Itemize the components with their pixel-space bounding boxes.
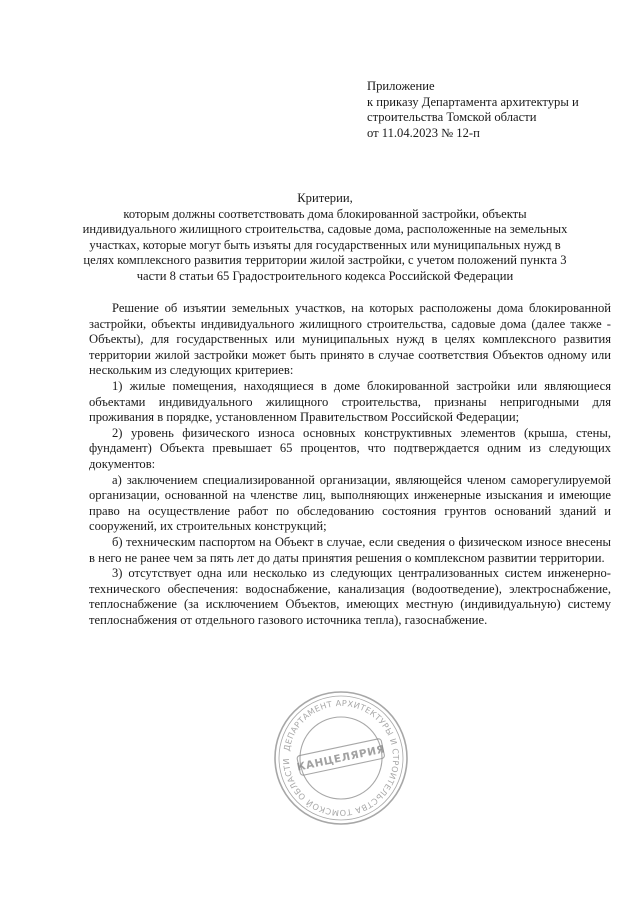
stamp-seal [272, 689, 410, 827]
criterion-1: 1) жилые помещения, находящиеся в доме блокированной застройки или являющиеся объектами индивидуального жилищного строительства, признаны непригодными для проживания в порядке, установленном Правительством Российской Федерации; [89, 378, 611, 425]
paragraph-intro: Решение об изъятии земельных участков, на которых расположены дома блокированной застройки, объекты индивидуального жилищного строительства, садовые дома (далее также - Объекты), для государственных или муниципальных нужд в целях комплексного развития территории жилой застройки может быть принято в случае соответствия Объектов одному или нескольким из следующих критериев: [89, 301, 611, 378]
appendix-line: от 11.04.2023 № 12-п [367, 125, 480, 140]
appendix-line: строительства Томской области [367, 110, 537, 125]
stamp-outer-text: ДЕПАРТАМЕНТ АРХИТЕКТУРЫ И СТРОИТЕЛЬСТВА ТОМСКОЙ ОБЛАСТИ [280, 697, 402, 819]
stamp-center-group [295, 738, 387, 776]
title-heading: Критерии, [297, 191, 353, 205]
appendix-line: к приказу Департамента архитектуры и [367, 94, 579, 109]
criterion-2b: б) техническим паспортом на Объект в случае, если сведения о физическом износе внесены в него не ранее чем за пять лет до даты принятия решения о комплексном развитии территории. [89, 534, 611, 565]
criterion-2a: а) заключением специализированной организации, являющейся членом саморегулируемой организации, основанной на членстве лиц, выполняющих инженерные изыскания и имеющие право на осуществление работ по обследованию состояния грунтов оснований зданий и сооружений, их строительных конструкций; [89, 472, 611, 534]
appendix-header [367, 79, 629, 141]
criterion-3: 3) отсутствует одна или несколько из следующих централизованных систем инженерно-технического обеспечения: водоснабжение, канализация (водоотведение), электроснабжение, теплоснабжение (за исключением Объектов, имеющих местную (индивидуальную) систему теплоснабжения от отдельного газового источника тепла), газоснабжение. [89, 566, 611, 627]
appendix-line: Приложение [367, 79, 435, 93]
document-body [89, 301, 611, 628]
criterion-2: 2) уровень физического износа основных конструктивных элементов (крыша, стены, фундамент) Объекта превышает 65 процентов, что подтверждается одним из следующих документов: [89, 425, 611, 471]
document-title [80, 191, 570, 285]
title-subtitle: которым должны соответствовать дома блокированной застройки, объекты индивидуального жилищного строительства, садовые дома, расположенные на земельных участках, которые могут быть изъяты для государственных или муниципальных нужд в целях комплексного развития территории жилой застройки, с учетом положений пункта 3 части 8 статьи 65 Градостроительного кодекса Российской Федерации [82, 206, 568, 283]
office-stamp [272, 689, 410, 827]
stamp-center-text: КАНЦЕЛЯРИЯ [295, 743, 387, 774]
